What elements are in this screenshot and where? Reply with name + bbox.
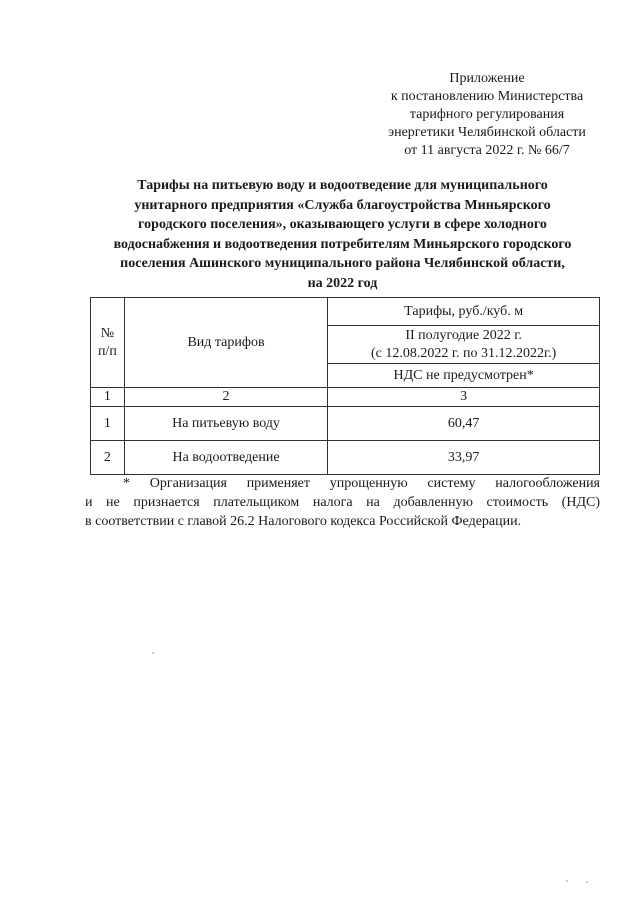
title-line: городского поселения», оказывающего услуги в сфере холодного [138, 217, 547, 232]
header-tariffs-text: Тарифы, руб./куб. м [404, 303, 524, 319]
footnote-line: * Организация применяет упрощенную систему налогообложения [123, 476, 600, 491]
header-num-text: № п/п [97, 325, 117, 359]
footnote-line: в соответствии с главой 26.2 Налогового кодекса Российской Федерации. [85, 514, 522, 529]
appendix-line: энергетики Челябинской области [388, 125, 586, 140]
header-kind [124, 298, 328, 388]
scan-speck [152, 652, 154, 654]
numbering-cell: 1 [91, 388, 125, 407]
appendix-line: Приложение [449, 71, 525, 86]
row-num: 1 [91, 407, 125, 441]
header-kind-text: Вид тарифов [187, 334, 265, 350]
header-vat-text: НДС не предусмотрен* [393, 367, 534, 383]
document-title [85, 176, 600, 293]
table-row [91, 441, 600, 475]
tariffs-table [90, 297, 600, 475]
row-kind: На водоотведение [124, 441, 328, 475]
header-num [91, 298, 125, 388]
header-tariffs [328, 298, 600, 326]
appendix-line: от 11 августа 2022 г. № 66/7 [404, 143, 570, 158]
footnote-line: и не признается плательщиком налога на добавленную стоимость (НДС) [85, 495, 600, 510]
row-value: 60,47 [328, 407, 600, 441]
title-line: на 2022 год [307, 275, 378, 291]
appendix-block [352, 70, 622, 160]
appendix-line: к постановлению Министерства [390, 89, 584, 104]
scan-speck [586, 881, 588, 883]
table-row [91, 407, 600, 441]
title-line: поселения Ашинского муниципального района Челябинской области, [120, 256, 565, 271]
numbering-cell: 2 [124, 388, 328, 407]
title-line: унитарного предприятия «Служба благоустройства Миньярского [134, 197, 551, 213]
row-kind: На питьевую воду [124, 407, 328, 441]
scan-speck [566, 880, 568, 882]
numbering-cell: 3 [328, 388, 600, 407]
appendix-line: тарифного регулирования [409, 107, 565, 122]
title-line: Тарифы на питьевую воду и водоотведение для муниципального [137, 178, 548, 193]
row-num: 2 [91, 441, 125, 475]
title-line: водоснабжения и водоотведения потребителям Миньярского городского [113, 236, 572, 252]
header-vat [328, 364, 600, 388]
header-period [328, 326, 600, 364]
row-value: 33,97 [328, 441, 600, 475]
header-period-text: II полугодие 2022 г. (с 12.08.2022 г. по 31.12.2022г.) [370, 327, 557, 361]
footnote [85, 474, 600, 531]
